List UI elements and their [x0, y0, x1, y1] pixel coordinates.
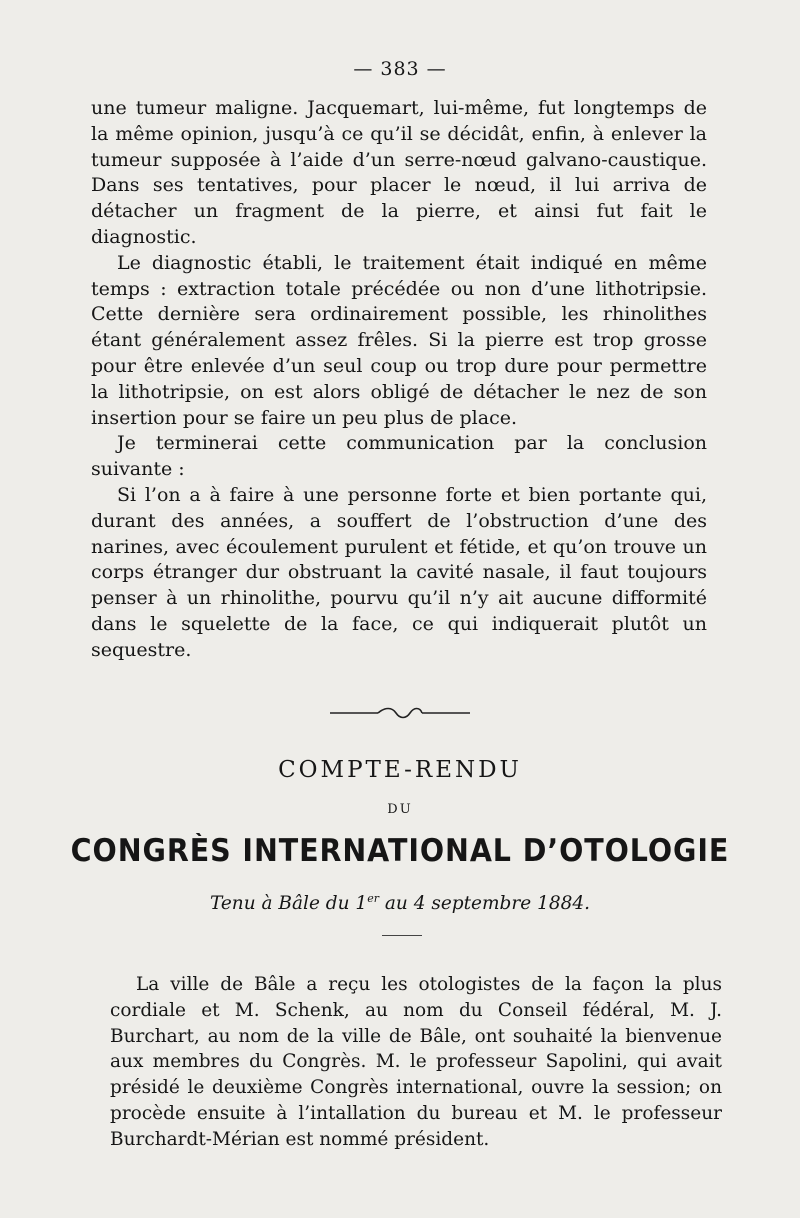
congress-dates-end: au 4 septembre 1884. [378, 893, 591, 915]
paragraph-3: Je terminerai cette communication par la conclusion suivante : [91, 432, 707, 481]
section-heading: COMPTE-RENDU [278, 757, 522, 783]
body-text-top [91, 96, 707, 664]
ornamental-divider [0, 705, 800, 725]
section-heading-du: DU [387, 802, 413, 817]
congress-title: CONGRÈS INTERNATIONAL D’OTOLOGIE [70, 833, 730, 869]
short-rule [382, 935, 422, 936]
paragraph-2: Le diagnostic établi, le traitement était indiqué en même temps : extraction totale précédée ou non d’une lithotripsie. Cette dernière sera ordinairement possible, les rhinolithes étant généralement assez frêles. Si la pierre est trop grosse pour être enlevée d’un seul coup ou trop dure pour permettre la lithotripsie, on est alors obligé de détacher le nez de son insertion pour se faire un peu plus de place. [91, 251, 707, 429]
congress-dates [0, 892, 800, 914]
ordinal-suffix: er [367, 892, 379, 905]
congress-dates-start: Tenu à Bâle du 1 [209, 893, 368, 915]
page-number: — 383 — [353, 58, 447, 80]
body-text-bottom [110, 972, 722, 1153]
paragraph-congress: La ville de Bâle a reçu les otologistes de la façon la plus cordiale et M. Schenk, au nom du Conseil fédéral, M. J. Burchart, au nom de la ville de Bâle, ont souhaité la bienvenue aux membres du Congrès. M. le professeur Sapolini, qui avait présidé le deuxième Congrès international, ouvre la session; on procède ensuite à l’intallation du bureau et M. le professeur Burchardt-Mérian est nommé président. [110, 974, 722, 1150]
paragraph-1: une tumeur maligne. Jacquemart, lui-même, fut longtemps de la même opinion, jusqu’à ce qu’il se décidât, enfin, à enlever la tumeur supposée à l’aide d’un serre-nœud galvano-caustique. Dans ses tentatives, pour placer le nœud, il lui arriva de détacher un fragment de la pierre, et ainsi fut fait le diagnostic. [91, 97, 707, 248]
paragraph-4: Si l’on a à faire à une personne forte et bien portante qui, durant des années, a souffert de l’obstruction d’une des narines, avec écoulement purulent et fétide, et qu’on trouve un corps étranger dur obstruant la cavité nasale, il faut toujours penser à un rhinolithe, pourvu qu’il n’y ait aucune difformité dans le squelette de la face, ce qui indiquerait plutôt un sequestre. [91, 483, 707, 661]
ornament-icon [330, 705, 470, 721]
